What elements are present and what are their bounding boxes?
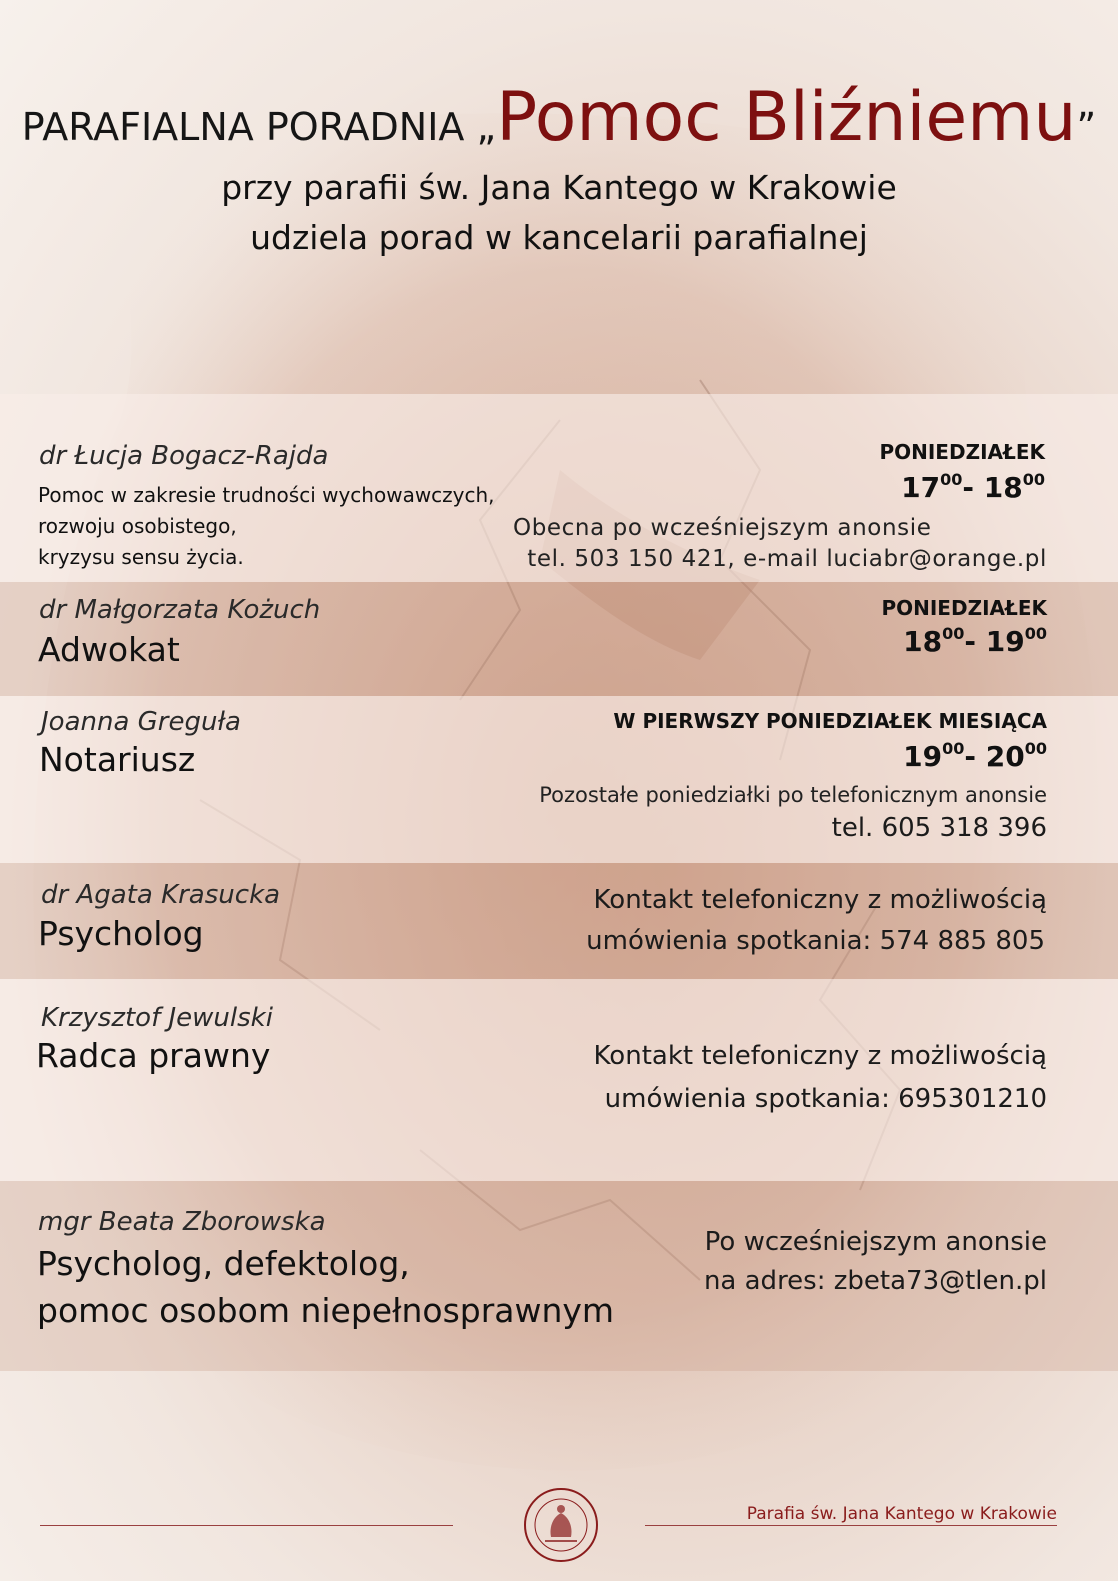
footer-parish-name: Parafia św. Jana Kantego w Krakowie <box>746 1504 1057 1524</box>
advisor-role: Psycholog, defektolog, <box>37 1244 410 1283</box>
title-suffix: ” <box>1076 105 1097 149</box>
subtitle-line-1: przy parafii św. Jana Kantego w Krakowie <box>221 168 897 207</box>
contact-info: Kontakt telefoniczny z możliwością <box>593 885 1047 915</box>
schedule-day: PONIEDZIAŁEK <box>879 440 1045 464</box>
advisor-name: Joanna Greguła <box>41 707 241 737</box>
advisor-role: Adwokat <box>38 630 180 669</box>
schedule-note: Obecna po wcześniejszym anonsie <box>513 515 932 541</box>
schedule-time: $18^{00}-$ $19^{00}$ <box>903 624 1047 658</box>
description-line: rozwoju osobistego, <box>38 514 237 538</box>
advisor-name: dr Łucja Bogacz-Rajda <box>39 441 329 471</box>
advisor-role: Psycholog <box>38 914 204 953</box>
advisor-name: Krzysztof Jewulski <box>41 1003 273 1033</box>
title-brand: Pomoc Bliźniemu <box>496 78 1077 157</box>
parish-seal-icon <box>523 1487 599 1563</box>
contact-info: Kontakt telefoniczny z możliwością <box>593 1041 1047 1071</box>
contact-info: umówienia spotkania: 695301210 <box>604 1084 1047 1114</box>
advisor-role: Radca prawny <box>36 1036 271 1075</box>
contact-info: na adres: zbeta73@tlen.pl <box>703 1266 1047 1296</box>
contact-info: Po wcześniejszym anonsie <box>704 1227 1047 1257</box>
footer-divider-right <box>645 1525 1057 1526</box>
advisor-role: pomoc osobom niepełnosprawnym <box>37 1291 615 1330</box>
schedule-note: Pozostałe poniedziałki po telefonicznym anonsie <box>539 783 1047 807</box>
schedule-time: $17^{00}-$ $18^{00}$ <box>901 470 1045 504</box>
advisor-role: Notariusz <box>39 740 196 779</box>
footer-divider-left <box>40 1525 453 1526</box>
description-line: kryzysu sensu życia. <box>38 545 244 569</box>
schedule-time: $19^{00}-$ $20^{00}$ <box>903 739 1047 773</box>
subtitle-line-2: udziela porad w kancelarii parafialnej <box>250 218 868 257</box>
contact-phone: tel. 605 318 396 <box>831 813 1047 843</box>
page-title <box>0 78 1118 157</box>
advisor-name: dr Agata Krasucka <box>41 880 281 910</box>
contact-info: umówienia spotkania: 574 885 805 <box>586 926 1045 956</box>
schedule-day: PONIEDZIAŁEK <box>881 596 1047 620</box>
description-line: Pomoc w zakresie trudności wychowawczych, <box>38 483 495 507</box>
advisor-name: dr Małgorzata Kożuch <box>39 595 321 625</box>
contact-info: tel. 503 150 421, e-mail luciabr@orange.pl <box>527 546 1047 572</box>
advisor-description <box>38 480 518 573</box>
schedule-day: W PIERWSZY PONIEDZIAŁEK MIESIĄCA <box>613 709 1047 733</box>
advisor-name: mgr Beata Zborowska <box>38 1207 326 1237</box>
title-prefix: PARAFIALNA PORADNIA „ <box>21 105 497 149</box>
